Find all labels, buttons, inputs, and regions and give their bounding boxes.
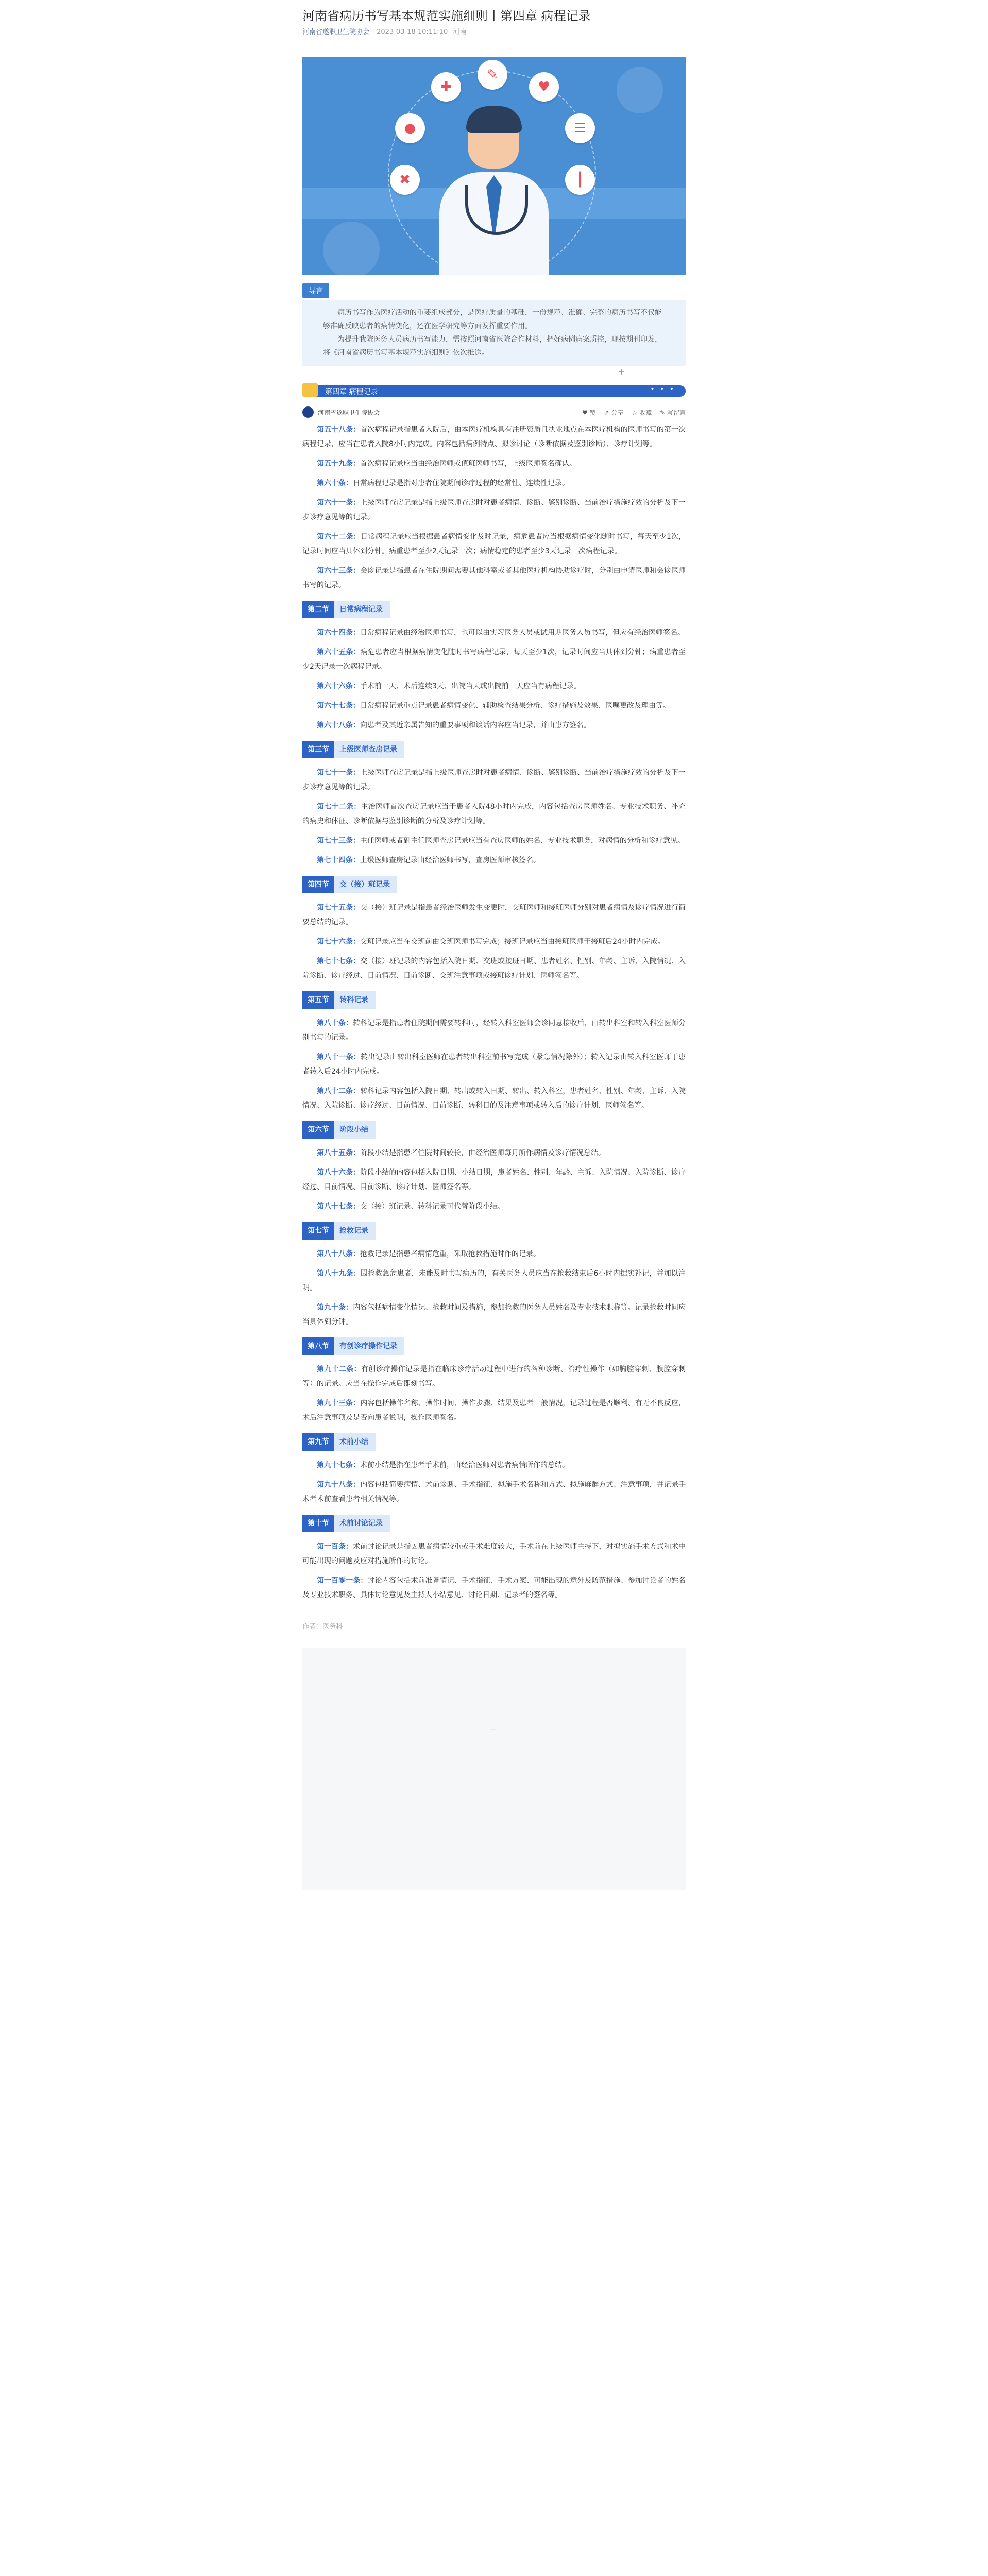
article-paragraph	[302, 1266, 686, 1295]
article-number: 第九十七条：	[317, 1461, 360, 1469]
section-number: 第五节	[302, 991, 334, 1009]
article-text: 病危患者应当根据病情变化随时书写病程记录，每天至少1次，记录时间应当具体到分钟；病重患者至少2天记录一次病程记录。	[302, 648, 686, 671]
article-paragraph	[302, 766, 686, 794]
article-text: 交（接）班记录的内容包括入院日期、交班或接班日期、患者姓名、性别、年龄、主诉、入院情况、入院诊断、诊疗经过、目前情况、目前诊断、交班注意事项或接班诊疗计划、医师签名等。	[302, 957, 686, 980]
article-number: 第九十三条：	[317, 1399, 361, 1408]
chapter-bar	[302, 381, 686, 399]
article-number: 第六十一条：	[317, 499, 361, 507]
article-text: 因抢救急危患者，未能及时书写病历的，有关医务人员应当在抢救结束后6小时内据实补记，并加以注明。	[302, 1269, 686, 1292]
section-header	[302, 991, 686, 1009]
article-body	[302, 422, 686, 1602]
article-paragraph	[302, 1478, 686, 1506]
account-link[interactable]: 河南省遂职卫生院协会	[302, 28, 370, 36]
article-number: 第一百条：	[317, 1543, 353, 1551]
article-paragraph	[302, 1146, 686, 1160]
section-header	[302, 1515, 686, 1532]
article-paragraph	[302, 645, 686, 674]
article-number: 第六十八条：	[317, 721, 360, 730]
section-header	[302, 1337, 686, 1355]
article-text: 内容包括病情变化情况、抢救时间及措施，参加抢救的医务人员姓名及专业技术职称等。记录抢救时间应当具体到分钟。	[302, 1303, 686, 1326]
article-number: 第一百零一条：	[317, 1577, 368, 1585]
section-name: 日常病程记录	[334, 601, 390, 618]
article-paragraph	[302, 679, 686, 693]
section-number: 第二节	[302, 601, 334, 618]
folder-icon	[302, 383, 318, 397]
heart-icon: ♥	[529, 72, 559, 102]
article-text: 内容包括简要病情、术前诊断、手术指征、拟施手术名称和方式、拟施麻醉方式、注意事项，并记录手术者术前查看患者相关情况等。	[302, 1481, 686, 1503]
article-paragraph	[302, 1539, 686, 1568]
article-text: 主任医师或者副主任医师查房记录应当有查房医师的姓名、专业技术职务，对病情的分析和诊疗意见。	[360, 837, 685, 845]
article-paragraph	[302, 1199, 686, 1214]
hero-bubble	[323, 222, 380, 275]
article-text: 会诊记录是指患者在住院期间需要其他科室或者其他医疗机构协助诊疗时，分别由申请医师和会诊医师书写的记录。	[302, 567, 686, 589]
collect-button[interactable]: ☆ 收藏	[632, 409, 652, 416]
clipboard-icon: ☰	[565, 113, 595, 143]
section-number: 第九节	[302, 1433, 334, 1451]
thermometer-icon: ┃	[565, 165, 595, 195]
article-paragraph	[302, 530, 686, 558]
article-text: 阶段小结的内容包括入院日期、小结日期，患者姓名、性别、年龄、主诉、入院情况、入院诊断、诊疗经过、目前情况、目前诊断、诊疗计划、医师签名等。	[302, 1168, 686, 1191]
article-paragraph	[302, 1050, 686, 1079]
section-number: 第三节	[302, 741, 334, 758]
section-number: 第四节	[302, 876, 334, 893]
hero-illustration	[302, 57, 686, 275]
lead-paragraph: 为提升我院医务人员病历书写能力，需按照河南省医院合作材料，把好病例病案质控，现按期刊印发，将《河南省病历书写基本规范实施细则》依次推送。	[323, 335, 662, 357]
article-number: 第五十九条：	[317, 460, 360, 468]
article-text: 交（接）班记录是指患者经治医师发生变更时，交班医师和接班医师分别对患者病情及诊疗情况进行简要总结的记录。	[302, 904, 686, 926]
section-name: 术前小结	[334, 1433, 376, 1451]
article-paragraph	[302, 800, 686, 828]
article-text: 日常病程记录重点记录患者病情变化、辅助检查结果分析、诊疗措施及效果、医嘱更改及理由等。	[360, 702, 670, 710]
article-number: 第八十二条：	[317, 1087, 361, 1095]
article-number: 第七十五条：	[317, 904, 361, 912]
article-text: 术前讨论记录是指因患者病情较重或手术难度较大，手术前在上级医师主持下，对拟实施手术方式和术中可能出现的问题及应对措施所作的讨论。	[302, 1543, 686, 1565]
publish-date: 2023-03-18 10:11:10	[377, 28, 448, 36]
article-text: 术前小结是指在患者手术前，由经治医师对患者病情所作的总结。	[360, 1461, 569, 1469]
pill-icon: ●	[395, 113, 425, 143]
section-name: 上级医师查房记录	[334, 741, 404, 758]
article-number: 第九十二条：	[317, 1365, 361, 1374]
article-paragraph	[302, 1084, 686, 1113]
like-button[interactable]: ♥ 赞	[582, 409, 596, 416]
article-paragraph	[302, 1458, 686, 1472]
article-paragraph	[302, 853, 686, 868]
section-number: 第七节	[302, 1222, 334, 1240]
section-header	[302, 1433, 686, 1451]
article-text: 向患者及其近亲属告知的重要事项和谈话内容应当记录，并由患方签名。	[360, 721, 591, 730]
article-text: 转科记录是指患者住院期间需要转科时，经转入科室医师会诊同意接收后，由转出科室和转入科室医师分别书写的记录。	[302, 1019, 686, 1042]
qr-placeholder: ...	[491, 1724, 497, 1732]
article-number: 第八十六条：	[317, 1168, 361, 1177]
article-text: 首次病程记录应当由经治医师或值班医师书写，上级医师签名确认。	[360, 460, 576, 468]
like-label: 赞	[589, 409, 596, 416]
article-paragraph	[302, 1016, 686, 1045]
article-number: 第八十八条：	[317, 1250, 360, 1258]
article-number: 第八十条：	[317, 1019, 353, 1027]
lead-box	[302, 300, 686, 366]
article-number: 第九十条：	[317, 1303, 353, 1312]
section-header	[302, 741, 686, 758]
article-author: 作者：医务科	[302, 1623, 343, 1631]
section-number: 第八节	[302, 1337, 334, 1355]
article-number: 第七十一条：	[317, 769, 361, 777]
article-paragraph	[302, 456, 686, 471]
article-number: 第七十二条：	[317, 803, 361, 811]
section-name: 抢救记录	[334, 1222, 376, 1240]
article-paragraph	[302, 476, 686, 490]
article-text: 交班记录应当在交班前由交班医师书写完成；接班记录应当由接班医师于接班后24小时内完成。	[360, 938, 665, 946]
publisher-logo-icon[interactable]	[302, 406, 314, 418]
medical-bag-icon: ✚	[431, 72, 461, 102]
article-paragraph	[302, 901, 686, 929]
comment-label: 写留言	[667, 409, 686, 416]
article-number: 第六十六条：	[317, 682, 360, 690]
article-paragraph	[302, 422, 686, 451]
article-number: 第八十五条：	[317, 1149, 360, 1157]
article-number: 第八十九条：	[317, 1269, 361, 1278]
article-number: 第七十四条：	[317, 856, 360, 865]
qr-code-box	[302, 1648, 686, 1890]
lead-paragraph: 病历书写作为医疗活动的重要组成部分，是医疗质量的基础，一份规范、准确、完整的病历书写不仅能够准确反映患者的病情变化，还在医学研究等方面发挥重要作用。	[323, 309, 662, 330]
share-button[interactable]: ↗ 分享	[604, 409, 624, 416]
article-text: 转科记录内容包括入院日期、转出或转入日期、转出、转入科室，患者姓名、性别、年龄、主诉、入院情况、入院诊断、诊疗经过、目前情况、目前诊断、转科目的及注意事项或转入后的诊疗计划、医师签名等。	[302, 1087, 686, 1110]
article-paragraph	[302, 1300, 686, 1329]
article-number: 第七十三条：	[317, 837, 360, 845]
lead-tag: 导言	[302, 283, 329, 298]
article-paragraph	[302, 625, 686, 640]
section-header	[302, 601, 686, 618]
article-column	[302, 0, 686, 1890]
article-number: 第六十三条：	[317, 567, 361, 575]
article-text: 转出记录由转出科室医师在患者转出科室前书写完成（紧急情况除外）；转入记录由转入科室医师于患者转入后24小时内完成。	[302, 1053, 686, 1076]
share-label: 分享	[611, 409, 624, 416]
article-text: 内容包括操作名称、操作时间、操作步骤、结果及患者一般情况，记录过程是否顺利、有无不良反应，术后注意事项及是否向患者说明，操作医师签名。	[302, 1399, 686, 1422]
article-paragraph	[302, 699, 686, 713]
article-number: 第六十七条：	[317, 702, 360, 710]
article-paragraph	[302, 1165, 686, 1194]
section-name: 有创诊疗操作记录	[334, 1337, 404, 1355]
article-text: 交（接）班记录、转科记录可代替阶段小结。	[360, 1202, 504, 1211]
article-text: 上级医师查房记录是指上级医师查房时对患者病情、诊断、鉴别诊断、当前治疗措施疗效的分析及下一步诊疗意见等的记录。	[302, 769, 686, 791]
section-header	[302, 1222, 686, 1240]
article-text: 日常病程记录是指对患者住院期间诊疗过程的经常性、连续性记录。	[353, 479, 569, 487]
article-paragraph	[302, 496, 686, 524]
article-number: 第六十二条：	[317, 533, 361, 541]
article-number: 第六十五条：	[317, 648, 361, 656]
article-number: 第九十八条：	[317, 1481, 361, 1489]
section-name: 交（接）班记录	[334, 876, 397, 893]
section-name: 术前讨论记录	[334, 1515, 390, 1532]
article-number: 第六十四条：	[317, 629, 360, 637]
article-paragraph	[302, 1247, 686, 1261]
article-text: 讨论内容包括术前准备情况、手术指征、手术方案、可能出现的意外及防范措施、参加讨论者的姓名及专业技术职务、具体讨论意见及主持人小结意见、讨论日期、记录者的签名等。	[302, 1577, 686, 1599]
article-paragraph	[302, 564, 686, 592]
article-number: 第七十七条：	[317, 957, 361, 965]
comment-button[interactable]: ✎ 写留言	[660, 409, 686, 416]
article-text: 日常病程记录由经治医师书写，也可以由实习医务人员或试用期医务人员书写，但应有经治医师签名。	[360, 629, 685, 637]
article-paragraph	[302, 954, 686, 983]
article-number: 第八十一条：	[317, 1053, 361, 1061]
article-title: 河南省病历书写基本规范实施细则丨第四章 病程记录	[302, 9, 591, 23]
chapter-title: 第四章 病程记录	[325, 388, 378, 396]
publish-location: 河南	[453, 28, 467, 36]
section-number: 第十节	[302, 1515, 334, 1532]
article-paragraph	[302, 1362, 686, 1391]
article-paragraph	[302, 834, 686, 848]
article-text: 上级医师查房记录是指上级医师查房时对患者病情、诊断、鉴别诊断、当前治疗措施疗效的分析及下一步诊疗意见等的记录。	[302, 499, 686, 521]
article-number: 第六十条：	[317, 479, 353, 487]
article-number: 第七十六条：	[317, 938, 360, 946]
article-text: 日常病程记录应当根据患者病情变化及时记录，病危患者应当根据病情变化随时书写，每天至少1次，记录时间应当具体到分钟。病重患者至少2天记录一次；病情稳定的患者至少3天记录一次病程记录。	[302, 533, 686, 555]
article-text: 手术前一天、术后连续3天、出院当天或出院前一天应当有病程记录。	[360, 682, 581, 690]
article-text: 上级医师查房记录由经治医师书写，查房医师审核签名。	[360, 856, 540, 865]
decor-row	[302, 366, 686, 379]
hero-bubble	[617, 67, 663, 113]
article-paragraph	[302, 935, 686, 949]
section-header	[302, 876, 686, 893]
publisher-name[interactable]: 河南省遂职卫生院协会	[318, 409, 380, 416]
article-meta	[302, 28, 686, 37]
publisher-row	[302, 402, 686, 422]
section-name: 转科记录	[334, 991, 376, 1009]
article-number: 第五十八条：	[317, 426, 361, 434]
syringe-icon: ✎	[478, 60, 507, 90]
article-number: 第八十七条：	[317, 1202, 360, 1211]
article-paragraph	[302, 718, 686, 733]
article-text: 首次病程记录指患者入院后，由本医疗机构具有注册资质且执业地点在本医疗机构的医师书写的第一次病程记录，应当在患者入院8小时内完成。内容包括病例特点、拟诊讨论（诊断依据及鉴别诊断）、诊疗计划等。	[302, 426, 686, 448]
article-paragraph	[302, 1396, 686, 1425]
article-paragraph	[302, 1573, 686, 1602]
article-text: 主治医师首次查房记录应当于患者入院48小时内完成，内容包括查房医师姓名、专业技术职务、补充的病史和体征、诊断依据与鉴别诊断的分析及诊疗计划等。	[302, 803, 686, 825]
more-dots-icon: • • •	[650, 385, 675, 394]
section-name: 阶段小结	[334, 1121, 376, 1139]
collect-label: 收藏	[639, 409, 652, 416]
article-text: 抢救记录是指患者病情危重，采取抢救措施时作的记录。	[360, 1250, 540, 1258]
article-text: 阶段小结是指患者住院时间较长，由经治医师每月所作病情及诊疗情况总结。	[360, 1149, 605, 1157]
plus-icon: +	[618, 367, 625, 377]
section-number: 第六节	[302, 1121, 334, 1139]
bandage-icon: ✖	[390, 165, 420, 195]
article-text: 有创诊疗操作记录是指在临床诊疗活动过程中进行的各种诊断、治疗性操作（如胸腔穿刺、腹腔穿刺等）的记录。应当在操作完成后即刻书写。	[302, 1365, 686, 1388]
section-header	[302, 1121, 686, 1139]
